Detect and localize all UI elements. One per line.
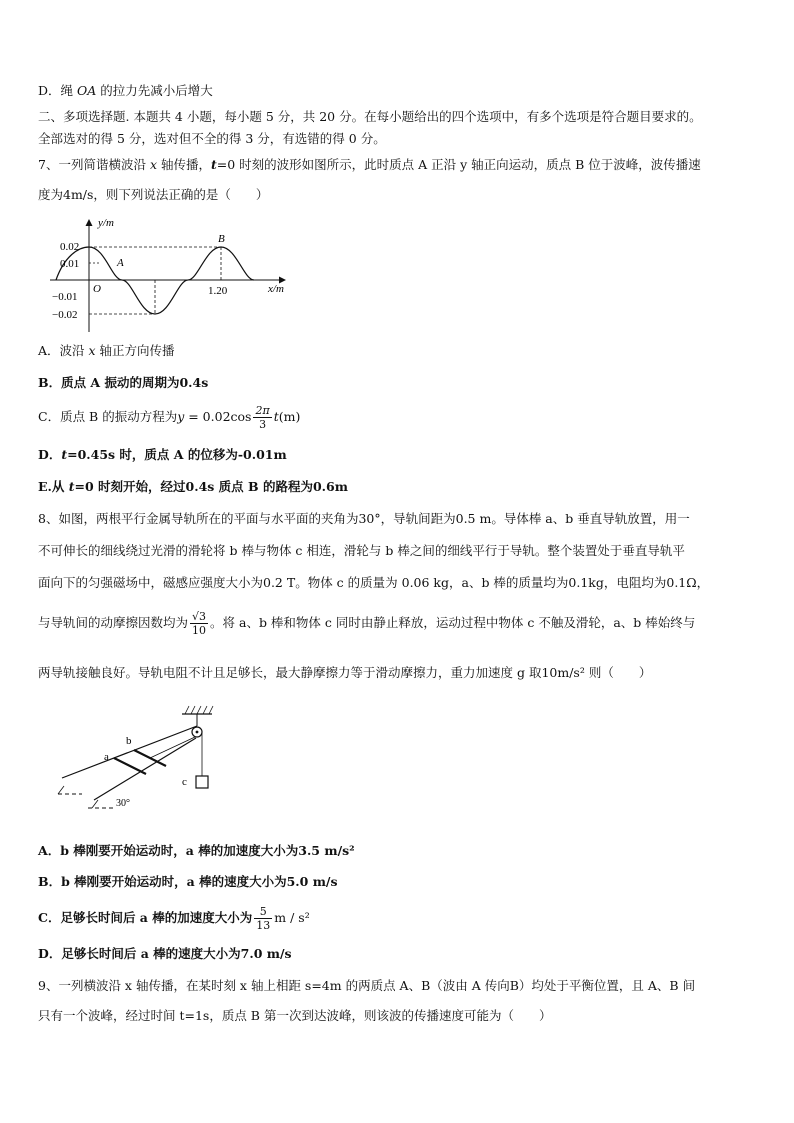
y-axis-label: y/m (98, 217, 114, 229)
q7-option-a: A．波沿 x 轴正方向传播 (38, 343, 175, 358)
q8-stem-line2: 不可伸长的细线绕过光滑的滑轮将 b 棒与物体 c 相连，滑轮与 b 棒之间的细线平行于导轨。整个装置处于垂直导轨平 (38, 543, 685, 558)
q8-option-b: B．b 棒刚要开始运动时，a 棒的速度大小为5.0 m/s (38, 874, 338, 889)
q9-stem-line1: 9、一列横波沿 x 轴传播，在某时刻 x 轴上相距 s=4m 的两质点 A、B（波由 A 传向B）均处于平衡位置，且 A、B 间 (38, 978, 696, 993)
y-tick-label: −0.01 (52, 291, 78, 303)
q8-option-a: A．b 棒刚要开始运动时，a 棒的加速度大小为3.5 m/s² (38, 843, 355, 858)
x-axis-label: x/m (268, 283, 284, 295)
q7-stem-line2: 度为4m/s，则下列说法正确的是（ ） (38, 187, 269, 202)
q7-option-b: B．质点 A 振动的周期为0.4s (38, 375, 209, 390)
q7-stem-line1: 7、一列简谐横波沿 x 轴传播，t=0 时刻的波形如图所示，此时质点 A 正沿 y 轴正向运动，质点 B 位于波峰，波传播速 (38, 157, 701, 172)
q7-option-c: C．质点 B 的振动方程为y = 0.02cos $\frac{2\pi}{3}$ t(m) (38, 404, 301, 431)
rod-a (114, 758, 146, 774)
section-2-heading: 二、多项选择题. 本题共 4 小题，每小题 5 分，共 20 分。在每小题给出的四个选项中，有多个选项是符合题目要求的。 (38, 109, 702, 124)
q8-stem-line1: 8、如图，两根平行金属导轨所在的平面与水平面的夹角为30°，导轨间距为0.5 m。导体棒 a、b 垂直导轨放置，用一 (38, 511, 690, 526)
q8-option-c: C．足够长时间后 a 棒的加速度大小为 $\frac{5}{13}$ m / s² (38, 905, 310, 932)
fraction: $\frac{2\pi}{3}$ (255, 404, 270, 431)
y-tick-label: −0.02 (52, 309, 78, 321)
label-a: a (104, 751, 109, 763)
q9-stem-line2: 只有一个波峰，经过时间 t=1s，质点 B 第一次到达波峰，则该波的传播速度可能为（ ） (38, 1008, 552, 1023)
q8-stem-line3: 面向下的匀强磁场中，磁感应强度大小为0.2 T。物体 c 的质量为 0.06 kg，a、b 棒的质量均为0.1kg，电阻均为0.1Ω， (38, 575, 710, 590)
q8-stem-line5: 两导轨接触良好。导轨电阻不计且足够长，最大静摩擦力等于滑动摩擦力，重力加速度 g 取10m/s² 则（ ） (38, 665, 652, 680)
y-tick-label: 0.01 (60, 258, 80, 270)
point-b-label: B (218, 233, 225, 245)
rail-lower (94, 738, 196, 800)
q8-rails-figure (50, 702, 230, 814)
x-tick-label: 1.20 (208, 285, 228, 297)
q7-wave-figure (40, 212, 300, 336)
prev-option-d: D．绳 OA 的拉力先减小后增大 (38, 83, 213, 98)
section-2-scoring: 全部选对的得 5 分，选对但不全的得 3 分，有选错的得 0 分。 (38, 131, 386, 146)
label-c: c (182, 776, 187, 788)
q7-option-d: D．t=0.45s 时，质点 A 的位移为-0.01m (38, 447, 287, 462)
q8-option-d: D．足够长时间后 a 棒的速度大小为7.0 m/s (38, 946, 292, 961)
q7-option-e: E.从 t=0 时刻开始，经过0.4s 质点 B 的路程为0.6m (38, 479, 348, 494)
y-tick-label: 0.02 (60, 241, 80, 253)
rail-upper (62, 726, 197, 778)
q8-stem-line4: 与导轨间的动摩擦因数均为 $\frac{√3}{10}$ 。将 a、b 棒和物体 c 同时由静止释放，运动过程中物体 c 不触及滑轮，a、b 棒始终与 (38, 610, 696, 637)
fraction: $\frac{5}{13}$ (256, 905, 271, 932)
label-b: b (126, 735, 132, 747)
fraction: $\frac{√3}{10}$ (192, 610, 207, 637)
label-angle: 30° (116, 798, 130, 809)
point-a-label: A (117, 257, 124, 269)
origin-label: O (93, 283, 101, 295)
block-c (196, 776, 208, 788)
